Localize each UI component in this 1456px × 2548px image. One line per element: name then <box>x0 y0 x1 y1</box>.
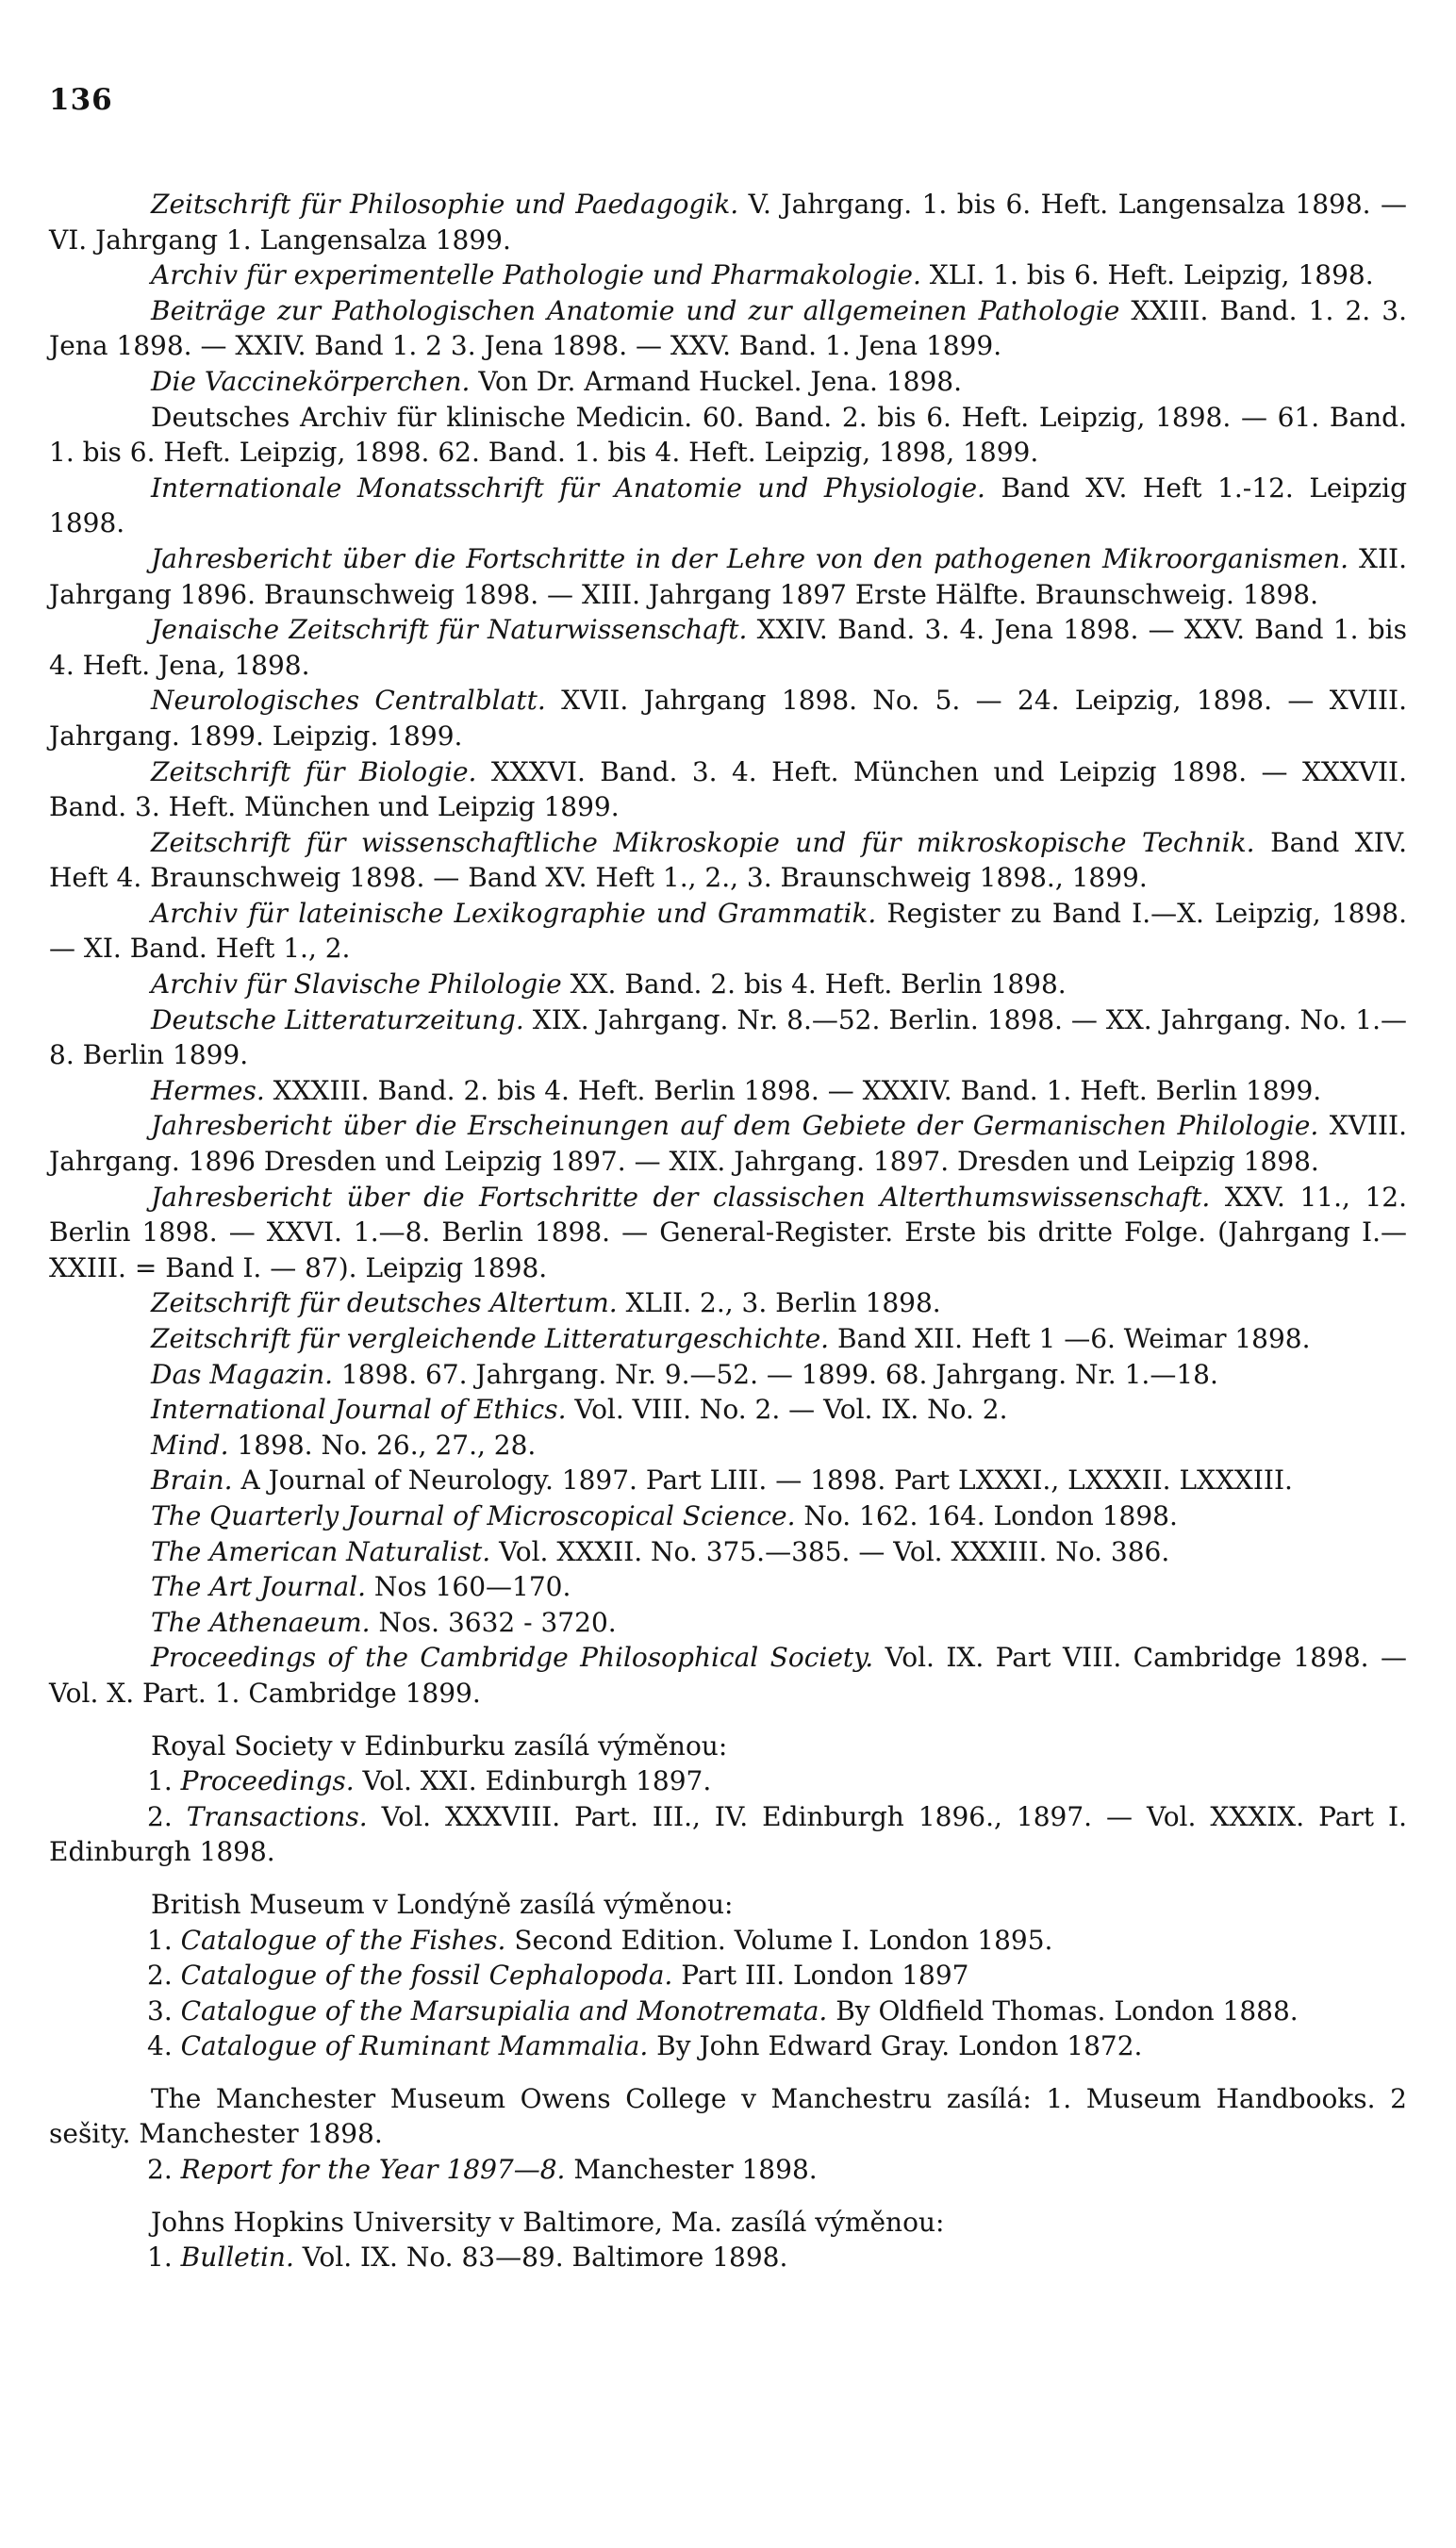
item-title: Report for the Year 1897—8. <box>180 2154 566 2186</box>
page-number: 136 <box>49 83 113 117</box>
journal-title: Archiv für experimentelle Pathologie und Pharmakologie. <box>151 259 921 291</box>
item-title: Proceedings. <box>180 1765 355 1797</box>
journal-details: XVIII. Jahrgang. 1896 Dresden und Leipzig 1897. — XIX. Jahrgang. 1897. Dresden und Leipzig 1898. <box>49 1110 1408 1178</box>
section-heading: British Museum v Londýně zasílá výměnou: <box>151 1888 734 1920</box>
item-number: 1. <box>147 1924 181 1956</box>
section-heading: The Manchester Museum Owens College v Manchestru zasílá: 1. Museum Handbooks. 2 sešity. Manchester 1898. <box>49 2082 1407 2150</box>
journal-title: Jenaische Zeitschrift für Naturwissenschaft. <box>151 614 748 646</box>
journal-entry <box>49 364 1407 400</box>
section-british-museum <box>49 1887 1407 2064</box>
journal-details: Vol. XXXII. No. 375.—385. — Vol. XXXIII. No. 386. <box>490 1535 1170 1567</box>
journal-details: XXV. 11., 12. Berlin 1898. — XXVI. 1.—8. Berlin 1898. — General-Register. Erste bis dritte Folge. (Jahrgang I.—XXIII. = Band I. — 87). Leipzig 1898. <box>49 1181 1407 1283</box>
journal-entry <box>49 1569 1407 1605</box>
item-number: 3. <box>147 1994 181 2027</box>
journal-details: Nos 160—170. <box>366 1571 571 1603</box>
journal-title: The Quarterly Journal of Microscopical Science. <box>151 1499 796 1531</box>
journal-title: Internationale Monatsschrift für Anatomie und Physiologie. <box>151 472 985 504</box>
item-title: Bulletin. <box>180 2242 294 2274</box>
journal-title: Jahresbericht über die Fortschritte in der Lehre von den pathogenen Mikroorganismen. <box>151 542 1349 574</box>
item-details: Manchester 1898. <box>565 2154 818 2186</box>
item-details: Part III. London 1897 <box>672 1960 969 1992</box>
journal-title: The American Naturalist. <box>151 1535 491 1567</box>
journal-details: XX. Band. 2. bis 4. Heft. Berlin 1898. <box>561 968 1067 1001</box>
journal-entry <box>49 1498 1407 1534</box>
item-number: 1. <box>147 2242 181 2274</box>
item-title: Catalogue of the Fishes. <box>180 1924 506 1956</box>
journal-details: XII. Jahrgang 1896. Braunschweig 1898. — XIII. Jahrgang 1897 Erste Hälfte. Braunschweig. 1898. <box>49 542 1407 610</box>
item-title: Transactions. <box>186 1800 368 1832</box>
section-heading: Royal Society v Edinburku zasílá výměnou: <box>151 1729 728 1762</box>
journal-details: Band XII. Heft 1 —6. Weimar 1898. <box>829 1323 1311 1354</box>
journal-details: XXXIII. Band. 2. bis 4. Heft. Berlin 1898. — XXXIV. Band. 1. Heft. Berlin 1899. <box>264 1074 1322 1106</box>
journal-entry <box>49 1285 1407 1321</box>
journal-entry <box>49 1392 1407 1428</box>
journal-entry <box>49 1640 1407 1711</box>
journal-details: XIX. Jahrgang. Nr. 8.—52. Berlin. 1898. — XX. Jahrgang. No. 1.—8. Berlin 1899. <box>49 1003 1407 1071</box>
journal-details: XXIII. Band. 1. 2. 3. Jena 1898. — XXIV. Band 1. 2 3. Jena 1898. — XXV. Band. 1. Jena 1899. <box>49 294 1407 362</box>
list-item <box>49 2028 1407 2064</box>
journal-entry <box>49 1108 1407 1179</box>
journal-details: Band XV. Heft 1.-12. Leipzig 1898. <box>49 472 1408 539</box>
section-royal-society <box>49 1729 1407 1870</box>
item-number: 2. <box>147 2154 181 2186</box>
journal-entry <box>49 683 1407 753</box>
journal-title: Zeitschrift für wissenschaftliche Mikroskopie und für mikroskopische Technik. <box>151 826 1255 858</box>
journal-entry <box>49 541 1407 612</box>
list-item <box>49 1799 1407 1870</box>
list-item <box>49 1763 1407 1799</box>
journal-title: Hermes. <box>151 1074 265 1106</box>
journal-details: XXXVI. Band. 3. 4. Heft. München und Leipzig 1898. — XXXVII. Band. 3. Heft. München und Leipzig 1899. <box>49 755 1408 823</box>
journal-title: Das Magazin. <box>151 1358 334 1390</box>
item-details: By John Edward Gray. London 1872. <box>648 2030 1143 2062</box>
journal-details: No. 162. 164. London 1898. <box>795 1499 1178 1531</box>
item-details: Second Edition. Volume I. London 1895. <box>505 1924 1053 1956</box>
journal-title: Archiv für Slavische Philologie <box>151 968 562 1001</box>
journal-title: Zeitschrift für Biologie. <box>151 755 477 787</box>
journal-title: Beiträge zur Pathologischen Anatomie und zur allgemeinen Pathologie <box>151 294 1120 326</box>
journal-entry <box>49 612 1407 683</box>
journal-title: Proceedings of the Cambridge Philosophical Society. <box>151 1642 874 1674</box>
journal-entry <box>49 1428 1407 1464</box>
journal-entry <box>49 825 1407 896</box>
journal-title: The Art Journal. <box>151 1571 367 1603</box>
journal-details: 1898. 67. Jahrgang. Nr. 9.—52. — 1899. 68. Jahrgang. Nr. 1.—18. <box>333 1358 1218 1390</box>
journal-entry <box>49 400 1407 471</box>
journal-entry <box>49 896 1407 967</box>
journal-details: Band XIV. Heft 4. Braunschweig 1898. — Band XV. Heft 1., 2., 3. Braunschweig 1898., 1899. <box>49 826 1407 894</box>
section-heading: Johns Hopkins University v Baltimore, Ma. zasílá výměnou: <box>151 2206 945 2238</box>
list-item <box>49 1958 1407 1994</box>
journal-details: XXIV. Band. 3. 4. Jena 1898. — XXV. Band 1. bis 4. Heft. Jena, 1898. <box>49 614 1407 681</box>
journal-details: XVII. Jahrgang 1898. No. 5. — 24. Leipzig, 1898. — XVIII. Jahrgang. 1899. Leipzig. 1899. <box>49 685 1407 752</box>
journal-title: International Journal of Ethics. <box>151 1394 567 1426</box>
section-johns-hopkins <box>49 2205 1407 2275</box>
journal-title: Deutsche Litteraturzeitung. <box>151 1003 524 1035</box>
journal-details: 1898. No. 26., 27., 28. <box>228 1429 537 1461</box>
list-item <box>49 2240 1407 2275</box>
journal-title: Jahresbericht über die Fortschritte der classischen Alterthumswissenschaft. <box>151 1181 1211 1213</box>
item-title: Catalogue of the fossil Cephalopoda. <box>180 1960 673 1992</box>
item-number: 2. <box>147 1960 181 1992</box>
item-details: Vol. XXXVIII. Part. III., IV. Edinburgh 1896., 1897. — Vol. XXXIX. Part I. Edinburgh 1898. <box>49 1800 1407 1868</box>
journal-entry <box>49 1073 1407 1109</box>
item-title: Catalogue of Ruminant Mammalia. <box>180 2030 649 2062</box>
journal-entry <box>49 1534 1407 1570</box>
journal-entry <box>49 1357 1407 1393</box>
journal-title: Zeitschrift für vergleichende Litteraturgeschichte. <box>151 1323 830 1354</box>
journal-title: The Athenaeum. <box>151 1606 371 1638</box>
journal-details: Register zu Band I.—X. Leipzig, 1898. — XI. Band. Heft 1., 2. <box>49 897 1407 965</box>
journal-entry <box>49 1605 1407 1641</box>
item-number: 1. <box>147 1765 181 1797</box>
journal-title: Jahresbericht über die Erscheinungen auf dem Gebiete der Germanischen Philologie. <box>151 1110 1319 1142</box>
journal-details: V. Jahrgang. 1. bis 6. Heft. Langensalza 1898. — VI. Jahrgang 1. Langensalza 1899. <box>49 189 1408 256</box>
journal-details: Vol. VIII. No. 2. — Vol. IX. No. 2. <box>566 1394 1008 1426</box>
list-item <box>49 2152 1407 2188</box>
journal-details: Deutsches Archiv für klinische Medicin. 60. Band. 2. bis 6. Heft. Leipzig, 1898. — 61. Band. 1. bis 6. Heft. Leipzig, 1898. 62. Band. 1. bis 4. Heft. Leipzig, 1898, 1899. <box>49 401 1407 469</box>
journal-entry <box>49 187 1407 257</box>
journal-details: Von Dr. Armand Huckel. Jena. 1898. <box>470 365 962 397</box>
journal-title: Brain. <box>151 1464 233 1497</box>
journal-entry <box>49 1463 1407 1498</box>
journal-details: Vol. IX. Part VIII. Cambridge 1898. — Vol. X. Part. 1. Cambridge 1899. <box>49 1642 1407 1709</box>
journal-title: Zeitschrift für deutsches Altertum. <box>151 1287 618 1319</box>
journal-title: Neurologisches Centralblatt. <box>151 685 546 717</box>
journal-details: XLI. 1. bis 6. Heft. Leipzig, 1898. <box>920 259 1374 291</box>
list-item <box>49 1994 1407 2029</box>
journal-title: Mind. <box>151 1429 229 1461</box>
item-number: 4. <box>147 2030 181 2062</box>
item-details: Vol. XXI. Edinburgh 1897. <box>354 1765 712 1797</box>
journal-entry <box>49 1002 1407 1073</box>
journal-details: Nos. 3632 - 3720. <box>370 1606 617 1638</box>
journal-entry <box>49 471 1407 541</box>
item-title: Catalogue of the Marsupialia and Monotremata. <box>180 1994 828 2027</box>
journal-entry <box>49 1180 1407 1286</box>
section-manchester-museum <box>49 2081 1407 2188</box>
page-body <box>49 187 1407 2275</box>
list-item <box>49 1923 1407 1959</box>
item-number: 2. <box>147 1800 187 1832</box>
journal-entry <box>49 257 1407 293</box>
journal-list <box>49 187 1407 1712</box>
journal-details: A Journal of Neurology. 1897. Part LIII. — 1898. Part LXXXI., LXXXII. LXXXIII. <box>232 1464 1293 1497</box>
journal-title: Zeitschrift für Philosophie und Paedagogik. <box>151 189 739 220</box>
journal-entry <box>49 293 1407 364</box>
journal-entry <box>49 967 1407 1002</box>
journal-title: Die Vaccinekörperchen. <box>151 365 471 397</box>
item-details: Vol. IX. No. 83—89. Baltimore 1898. <box>293 2242 788 2274</box>
journal-entry <box>49 754 1407 825</box>
journal-title: Archiv für lateinische Lexikographie und Grammatik. <box>151 897 877 929</box>
item-details: By Oldfield Thomas. London 1888. <box>827 1994 1299 2027</box>
journal-entry <box>49 1321 1407 1357</box>
journal-details: XLII. 2., 3. Berlin 1898. <box>617 1287 941 1319</box>
